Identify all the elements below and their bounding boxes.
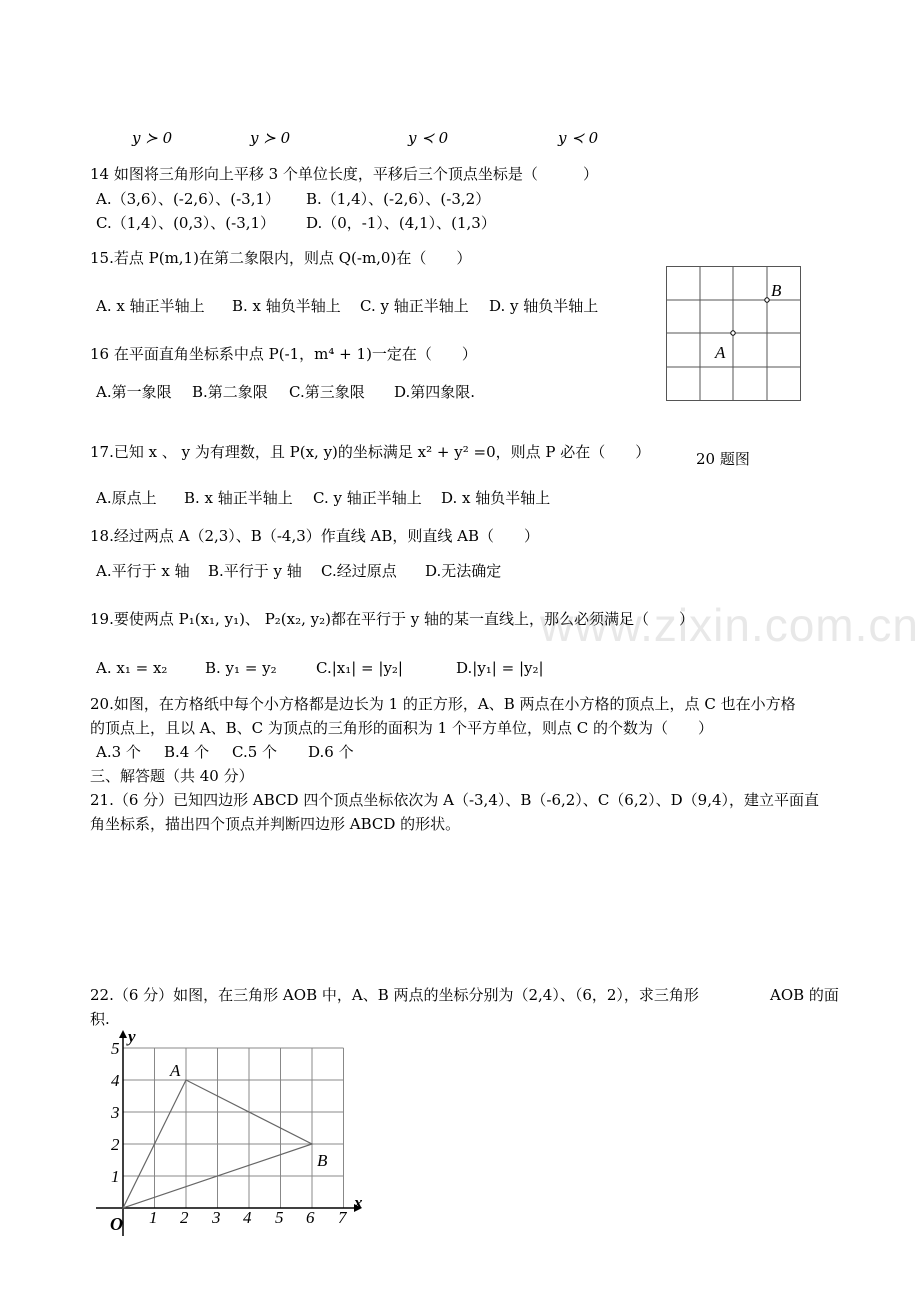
watermark: www.zixin.com.cn <box>540 599 919 651</box>
q20-option-d: D.6 个 <box>308 743 354 761</box>
x-tick-5: 5 <box>275 1208 284 1227</box>
x-tick-4: 4 <box>243 1208 252 1227</box>
q17-option-b: B. x 轴正半轴上 <box>184 489 293 507</box>
q15-option-d: D. y 轴负半轴上 <box>489 297 599 315</box>
x-tick-1: 1 <box>149 1208 158 1227</box>
y-tick-2: 2 <box>111 1135 120 1154</box>
q19-option-d: D.|y₁| = |y₂| <box>456 659 544 677</box>
q14-stem: 14 如图将三角形向上平移 3 个单位长度，平移后三个顶点坐标是（ ） <box>90 165 598 183</box>
y-tick-3: 3 <box>111 1103 120 1122</box>
q15-option-a: A. x 轴正半轴上 <box>96 297 205 315</box>
q17-option-c: C. y 轴正半轴上 <box>313 489 422 507</box>
q22-coordinate-figure <box>92 1026 372 1242</box>
top-cond-1: y ≻ 0 <box>132 129 173 147</box>
x-tick-7: 7 <box>338 1208 347 1227</box>
y-tick-5: 5 <box>111 1039 120 1058</box>
x-tick-3: 3 <box>212 1208 221 1227</box>
q14-option-d: D.（0，-1）、(4,1）、(1,3） <box>306 214 496 232</box>
top-cond-2: y ≻ 0 <box>250 129 291 147</box>
y-tick-4: 4 <box>111 1071 120 1090</box>
q17-option-d: D. x 轴负半轴上 <box>441 489 551 507</box>
point-b-marker <box>765 298 769 302</box>
q20-fig-caption: 20 题图 <box>696 450 750 468</box>
q19-option-b: B. y₁ = y₂ <box>205 659 277 677</box>
top-cond-3: y ≺ 0 <box>408 129 449 147</box>
top-cond-4: y ≺ 0 <box>558 129 599 147</box>
x-tick-2: 2 <box>180 1208 189 1227</box>
q20-option-a: A.3 个 <box>96 743 141 761</box>
q14-option-a: A.（3,6）、(-2,6）、(-3,1） <box>96 190 281 208</box>
q18-option-d: D.无法确定 <box>425 562 502 580</box>
y-tick-labels <box>110 1039 120 1186</box>
q21-stem-line1: 21.（6 分）已知四边形 ABCD 四个顶点坐标依次为 A（-3,4）、B（-6,2）、C（6,2）、D（9,4），建立平面直 <box>90 791 820 809</box>
q17-option-a: A.原点上 <box>96 489 157 507</box>
q19-option-a: A. x₁ = x₂ <box>96 659 168 677</box>
q20-label-b: B <box>771 281 782 300</box>
q18-option-a: A.平行于 x 轴 <box>96 562 190 580</box>
point-a-marker <box>731 331 735 335</box>
q21-stem-line2: 角坐标系，描出四个顶点并判断四边形 ABCD 的形状。 <box>90 815 461 833</box>
q16-stem: 16 在平面直角坐标系中点 P(-1，m⁴ + 1)一定在（ ） <box>90 345 477 363</box>
origin-label: O <box>110 1214 123 1234</box>
q16-option-c: C.第三象限 <box>289 383 365 401</box>
q16-option-d: D.第四象限. <box>394 383 476 401</box>
q15-option-b: B. x 轴负半轴上 <box>232 297 341 315</box>
section-3-heading: 三、解答题（共 40 分） <box>90 767 254 785</box>
q18-option-b: B.平行于 y 轴 <box>208 562 302 580</box>
x-tick-6: 6 <box>306 1208 315 1227</box>
y-tick-1: 1 <box>111 1167 120 1186</box>
q17-stem: 17.已知 x 、 y 为有理数，且 P(x, y)的坐标满足 x² + y² =0，则点 P 必在（ ） <box>90 443 651 461</box>
y-axis-arrow <box>119 1030 127 1038</box>
q14-option-c: C.（1,4）、(0,3）、(-3,1） <box>96 214 276 232</box>
q22-stem-line1-end: AOB 的面 <box>770 986 839 1004</box>
axis-x-label: x <box>354 1193 363 1212</box>
q16-option-a: A.第一象限 <box>96 383 172 401</box>
q20-option-c: C.5 个 <box>232 743 278 761</box>
q20-stem-line1: 20.如图，在方格纸中每个小方格都是边长为 1 的正方形，A、B 两点在小方格的顶点上，点 C 也在小方格 <box>90 695 796 713</box>
point-b-label: B <box>317 1151 328 1170</box>
q20-option-b: B.4 个 <box>164 743 210 761</box>
point-a-label: A <box>170 1061 181 1080</box>
q20-grid-figure <box>666 266 802 404</box>
q18-option-c: C.经过原点 <box>321 562 397 580</box>
q20-label-a: A <box>715 343 726 362</box>
q22-stem-line1: 22.（6 分）如图，在三角形 AOB 中，A、B 两点的坐标分别为（2,4）、（6，2），求三角形 <box>90 986 699 1004</box>
q19-option-c: C.|x₁| = |y₂| <box>316 659 403 677</box>
grid-lines <box>123 1048 344 1208</box>
axis-y-label: y <box>128 1027 136 1046</box>
q14-option-b: B.（1,4）、(-2,6）、(-3,2） <box>306 190 491 208</box>
q16-option-b: B.第二象限 <box>192 383 268 401</box>
q19-stem: 19.要使两点 P₁(x₁, y₁)、 P₂(x₂, y₂)都在平行于 y 轴的某一直线上，那么必须满足（ ） <box>90 610 695 628</box>
q22-stem-line2: 积. <box>90 1010 110 1028</box>
q18-stem: 18.经过两点 A（2,3）、B（-4,3）作直线 AB，则直线 AB（ ） <box>90 527 540 545</box>
q20-stem-line2: 的顶点上，且以 A、B、C 为顶点的三角形的面积为 1 个平方单位，则点 C 的个数为（ ） <box>90 719 713 737</box>
q15-option-c: C. y 轴正半轴上 <box>360 297 469 315</box>
x-tick-labels <box>149 1208 348 1227</box>
q15-stem: 15.若点 P(m,1)在第二象限内，则点 Q(-m,0)在（ ） <box>90 249 472 267</box>
